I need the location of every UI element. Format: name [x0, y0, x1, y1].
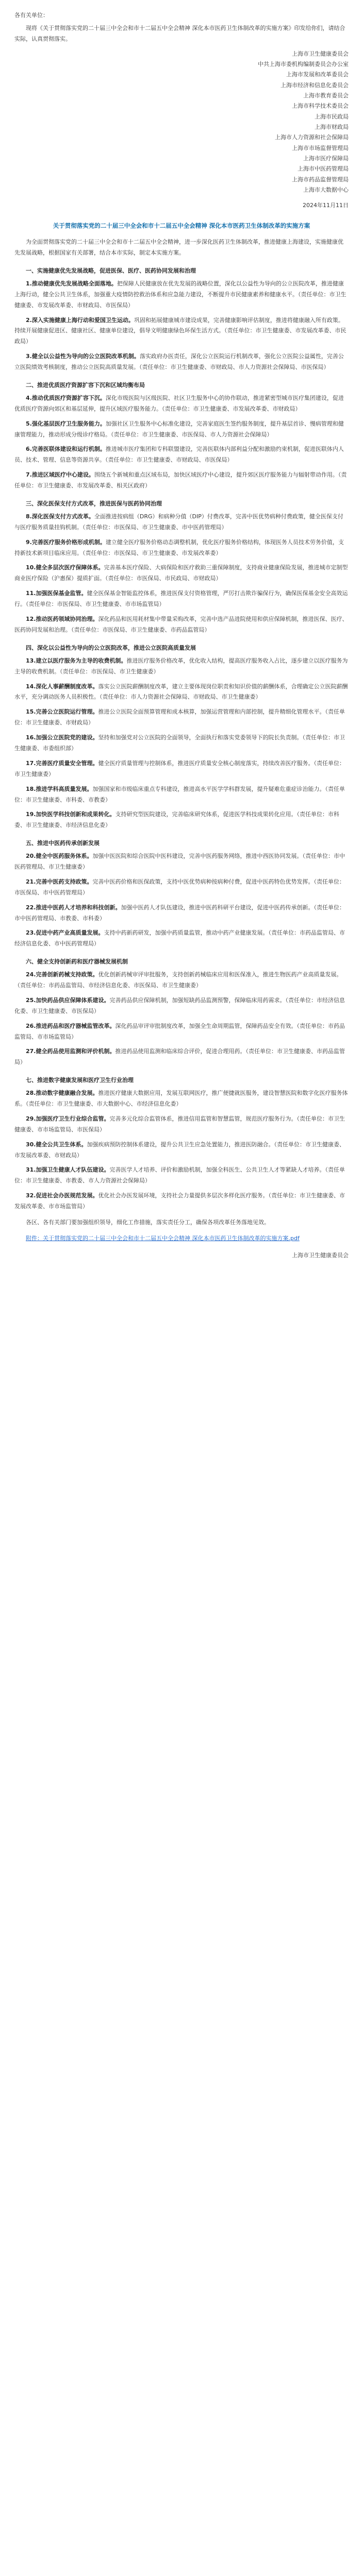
signoff-org: 中共上海市委机构编制委员会办公室: [258, 61, 349, 68]
policy-item: [14, 393, 349, 415]
policy-item-title: 14.深化人事薪酬制度改革。: [26, 683, 98, 690]
policy-item-body: 完善多元化综合监管体系，推进信用监管和智慧监管，规范医疗服务行为。（责任单位：市卫生健康委、市市场监管局、市医保局）: [14, 1115, 345, 1133]
policy-item: [14, 758, 349, 780]
section-heading: 四、深化以公益性为导向的公立医院改革，推进公立医院高质量发展: [26, 644, 196, 651]
policy-item-body: 优化创新药械审评审批服务，支持创新药械临床应用和医保准入，推进生物医药产业高质量发展。（责任单位：市药品监管局、市经济信息化委、市医保局、市卫生健康委）: [14, 971, 342, 989]
policy-item: [14, 279, 349, 311]
policy-item-body: 深化药品审评审批制度改革，加强全生命周期监管，保障药品安全有效。（责任单位：市药品监管局、市市场监管局）: [14, 1022, 345, 1040]
policy-item-title: 6.完善医联体建设和运行机制。: [26, 446, 106, 453]
policy-item-title: 20.健全中医药服务体系。: [26, 853, 93, 860]
policy-item-body: 深化药品和医用耗材集中带量采购改革，完善中选产品进院使用和供应保障机制，推进医保、医疗、医药协同发展和治理。（责任单位：市医保局、市卫生健康委、市药品监管局）: [14, 616, 348, 633]
signoff-org: 上海市卫生健康委员会: [292, 50, 349, 57]
policy-item: [14, 1165, 349, 1187]
policy-item-body: 推进药品使用监测和临床综合评价，促进合理用药。（责任单位：市卫生健康委、市药品监管局）: [14, 1048, 345, 1066]
signoff-org: 上海市中医药管理局: [298, 165, 349, 173]
policy-item-body: 推进医疗服务价格改革，优化收入结构，提高医疗服务收入占比，逐步建立以医疗服务为主导的收费机制。（责任单位：市医保局、市卫生健康委）: [14, 657, 348, 675]
policy-item-title: 26.推进药品和医疗器械监管改革。: [26, 1022, 116, 1029]
policy-item-body: 全面推进按病组（DRG）和病种分值（DIP）付费改革，完善中医优势病种付费政策，健全医保支付与医疗服务质量挂钩机制。（责任单位：市医保局、市卫生健康委、市中医药管理局）: [14, 513, 343, 531]
section-heading: 二、推进优质医疗资源扩容下沉和区域均衡布局: [26, 382, 145, 389]
policy-item-title: 8.深化医保支付方式改革。: [26, 513, 94, 520]
signoff-org: 上海市医疗保障局: [303, 155, 349, 162]
policy-item-title: 9.完善医疗服务价格形成机制。: [26, 538, 106, 546]
signoff-org: 上海市财政局: [315, 124, 349, 131]
policy-item-body: 推进医疗健康大数据应用，发展互联网医疗，推广便捷就医服务，建设智慧医院和数字化医疗服务体系。（责任单位：市卫生健康委、市大数据中心、市经济信息化委）: [14, 1090, 348, 1107]
policy-item-title: 32.促进社会办医规范发展。: [26, 1192, 98, 1199]
signoff-org: 上海市市场监督管理局: [292, 144, 349, 151]
policy-item-title: 31.加强卫生健康人才队伍建设。: [26, 1166, 110, 1174]
policy-item: [14, 1088, 349, 1110]
policy-item: [14, 1021, 349, 1043]
policy-item-body: 加强中医药人才队伍建设，推进中医药科研平台建设，促进中医药传承创新。（责任单位：市中医药管理局、市教委、市科委）: [14, 904, 345, 922]
document-page: [0, 0, 363, 1282]
policy-item-title: 15.完善公立医院运行管理。: [26, 708, 98, 716]
policy-item: [14, 995, 349, 1017]
policy-item-body: 坚持和加强党对公立医院的全面领导，全面执行和落实党委领导下的院长负责制。（责任单位：市卫生健康委、市委组织部）: [14, 734, 345, 752]
policy-item-body: 推进公立医院全面预算管理和成本核算，加强运营管理和内部控制，提升精细化管理水平。（责任单位：市卫生健康委、市财政局）: [14, 708, 345, 726]
policy-item-title: 7.推进区域医疗中心建设。: [26, 471, 94, 479]
policy-item-title: 18.推进学科高质量发展。: [26, 785, 93, 792]
signoff-org: 上海市科学技术委员会: [292, 103, 349, 110]
policy-item-body: 完善药品供应保障机制，加强短缺药品监测预警，保障临床用药需求。（责任单位：市经济信息化委、市卫生健康委、市医保局）: [14, 996, 345, 1014]
section-heading: 三、深化医保支付方式改革，推进医保与医药协同治理: [26, 500, 162, 507]
policy-item: [14, 315, 349, 348]
policy-item: [14, 444, 349, 466]
policy-item-title: 11.加强医保基金监管。: [26, 590, 87, 597]
policy-item: [14, 351, 349, 373]
policy-item-body: 落实政府办医责任，深化公立医院运行机制改革，强化公立医院公益属性，完善公立医院绩效考核制度，推动公立医院高质量发展。（责任单位：市卫生健康委、市财政局、市人力资源社会保障局、市医保局）: [14, 353, 344, 371]
policy-item-title: 17.完善医疗质量安全管理。: [26, 759, 98, 767]
policy-item-body: 加强中医医院和综合医院中医科建设，完善中医药服务网络，推进中西医协同发展。（责任单位：市中医药管理局、市卫生健康委）: [14, 853, 345, 870]
policy-item-body: 落实公立医院薪酬制度改革，建立主要体现岗位职责和知识价值的薪酬体系，合理确定公立医院薪酬水平，充分调动医务人员积极性。（责任单位：市人力资源社会保障局、市财政局、市卫生健康委）: [14, 683, 348, 701]
policy-item: [14, 614, 349, 636]
policy-item-body: 完善医学人才培养、评价和激励机制，加强全科医生、公共卫生人才等紧缺人才培养。（责任单位：市卫生健康委、市教委、市人力资源社会保障局）: [14, 1166, 345, 1184]
policy-item-body: 健全医疗质量管理与控制体系，推进医疗质量安全核心制度落实，持续改善医疗服务。（责任单位：市卫生健康委）: [14, 759, 345, 777]
policy-item: [14, 1140, 349, 1161]
policy-item: [14, 588, 349, 610]
intro-paragraph: 现将《关于贯彻落实党的二十届三中全会和市十二届五中全会精神 深化本市医药卫生体制改革的实施方案》印发给你们，请结合实际，认真贯彻落实。: [14, 24, 345, 42]
policy-item: [14, 877, 349, 899]
policy-item: [14, 656, 349, 677]
signoff-org: 上海市药品监督管理局: [292, 176, 349, 183]
policy-item: [14, 784, 349, 806]
closing-paragraph: 各区、各有关部门要加强组织领导，细化工作措施，落实责任分工，确保各项改革任务落地见效。: [26, 1219, 270, 1226]
policy-item-body: 加强疾病预防控制体系建设，提升公共卫生应急处置能力，推进医防融合。（责任单位：市卫生健康委、市发展改革委、市财政局）: [14, 1141, 345, 1159]
sections-container: [14, 266, 349, 1212]
policy-item-title: 5.强化基层医疗卫生服务能力。: [26, 420, 106, 427]
policy-item: [14, 470, 349, 492]
policy-item-body: 优化社会办医发展环境，支持社会力量提供多层次多样化医疗服务。（责任单位：市卫生健康委、市发展改革委、市市场监管局）: [14, 1192, 345, 1210]
policy-item-title: 10.健全多层次医疗保障体系。: [26, 564, 104, 571]
signoff-org: 上海市经济和信息化委员会: [280, 81, 349, 89]
signoff-org: 上海市发展和改革委员会: [286, 71, 349, 78]
policy-item-title: 29.加强医疗卫生行业综合监管。: [26, 1115, 110, 1122]
signoff-list: [14, 49, 349, 196]
signoff-org: 上海市教育委员会: [303, 92, 349, 99]
policy-item: [14, 970, 349, 991]
policy-item: [14, 1191, 349, 1212]
attachment-link[interactable]: 附件：关于贯彻落实党的二十届三中全会和市十二届五中全会精神 深化本市医药卫生体制改革的实施方案.pdf: [26, 1234, 300, 1242]
policy-item-title: 4.推动优质医疗资源扩容下沉。: [26, 394, 106, 401]
policy-item-title: 22.推进中医药人才培养和科技创新。: [26, 904, 121, 911]
signoff-org: 上海市大数据中心: [303, 187, 349, 194]
policy-item-title: 30.健全公共卫生体系。: [26, 1141, 87, 1148]
issue-date: 2024年11月11日: [303, 202, 349, 209]
section-heading: 六、健全支持创新药和医疗器械发展机制: [26, 958, 128, 965]
policy-item-body: 完善基本医疗保险、大病保险和医疗救助三重保障制度，支持商业健康保险发展，推进城市定制型商业医疗保险（沪惠保）提质扩面。（责任单位：市医保局、市民政局、市财政局）: [14, 564, 348, 582]
policy-item-body: 围绕五个新城和重点区域布局，加快区域医疗中心建设，提升郊区医疗服务能力与辐射带动作用。（责任单位：市卫生健康委、市发展改革委、相关区政府）: [14, 471, 347, 489]
policy-item-body: 支持研究型医院建设，完善临床研究体系，促进医学科技成果转化应用。（责任单位：市科委、市卫生健康委、市经济信息化委）: [14, 811, 339, 829]
policy-item: [14, 809, 349, 831]
policy-item: [14, 928, 349, 950]
policy-item-body: 巩固和拓展健康城市建设成果，完善健康影响评估制度，推进将健康融入所有政策。持续开展健康促进区、健康社区、健康单位建设，倡导文明健康绿色环保生活方式。（责任单位：市卫生健康委、市发展改革委、市民政局）: [14, 316, 346, 345]
policy-item-title: 21.完善中医药支持政策。: [26, 878, 93, 885]
policy-item-title: 3.健全以公益性为导向的公立医院改革机制。: [26, 353, 140, 360]
section-heading: 五、推进中医药传承创新发展: [26, 840, 100, 847]
policy-item: [14, 903, 349, 924]
policy-item-body: 加强国家和市级临床重点专科建设，推进高水平医学学科群发展，提升疑难危重症诊治能力。（责任单位：市卫生健康委、市科委、市教委）: [14, 785, 345, 803]
policy-item-body: 加强社区卫生服务中心标准化建设，完善家庭医生签约服务制度，提升基层首诊、慢病管理和健康管理能力，推动形成分级诊疗格局。（责任单位：市卫生健康委、市医保局、市人力资源社会保障局）: [14, 420, 344, 438]
policy-item-body: 深化市级医院与区级医院、社区卫生服务中心的协作联动，推进紧密型城市医疗集团建设，促进优质医疗资源向郊区和基层延伸，提升区域医疗服务能力。（责任单位：市卫生健康委、市发展改革委、市财政局）: [14, 394, 344, 412]
policy-item-title: 28.推动数字健康融合发展。: [26, 1090, 98, 1097]
preface-paragraph: 为全面贯彻落实党的二十届三中全会和市十二届五中全会精神，进一步深化医药卫生体制改革，推进健康上海建设，实施健康优先发展战略，根据国家有关部署，结合本市实际，制定本实施方案。: [14, 239, 343, 257]
policy-item: [14, 1046, 349, 1068]
policy-item-body: 推进城市医疗集团和专科联盟建设，完善医联体内部利益分配和激励约束机制，促进医联体内人员、技术、管理、信息等资源共享。（责任单位：市卫生健康委、市财政局、市医保局）: [14, 446, 344, 464]
policy-item-body: 把保障人民健康放在优先发展的战略位置，深化以公益性为导向的公立医院改革，推进健康上海行动，健全公共卫生体系，加强重大疫情防控救治体系和应急能力建设，不断提升市民健康素养和健康水平。（责任单位：市卫生健康委、市发展改革委、市财政局、市医保局）: [14, 280, 346, 309]
policy-item-title: 23.促进中药产业高质量发展。: [26, 929, 104, 937]
section-heading: 七、推进数字健康发展和医疗卫生行业治理: [26, 1077, 134, 1084]
policy-item-title: 24.完善创新药械支持政策。: [26, 971, 98, 978]
document-title: 关于贯彻落实党的二十届三中全会和市十二届五中全会精神 深化本市医药卫生体制改革的实施方案: [53, 222, 310, 230]
policy-item: [14, 563, 349, 584]
policy-item-title: 1.推动健康优先发展战略全面落地。: [26, 280, 117, 287]
policy-item: [14, 851, 349, 873]
signoff-org: 上海市人力资源和社会保障局: [275, 134, 349, 141]
policy-item: [14, 537, 349, 559]
policy-item-title: 16.加强公立医院党的建设。: [26, 734, 98, 741]
policy-item-title: 13.建立以医疗服务为主导的收费机制。: [26, 657, 127, 664]
policy-item: [14, 419, 349, 440]
policy-item: [14, 733, 349, 754]
policy-item: [14, 512, 349, 533]
policy-item-body: 支持中药新药研发，加强中药质量监管，推动中药产业健康发展。（责任单位：市药品监管局、市经济信息化委、市中医药管理局）: [14, 929, 345, 947]
policy-item-title: 19.加快医学科技创新和成果转化。: [26, 811, 116, 818]
policy-item: [14, 1114, 349, 1136]
policy-item-title: 12.推动医药领域协同治理。: [26, 616, 98, 623]
section-heading: 一、实施健康优先发展战略，促进医保、医疗、医药协同发展和治理: [26, 267, 196, 274]
policy-item-body: 建立健全医疗服务价格动态调整机制，优化医疗服务价格结构，体现医务人员技术劳务价值，支持新技术新项目临床应用。（责任单位：市医保局、市卫生健康委、市发展改革委）: [14, 538, 344, 556]
policy-item-body: 健全医保基金智能监控体系，推进医保支付资格管理，严厉打击欺诈骗保行为，确保医保基金安全高效运行。（责任单位：市医保局、市卫生健康委、市市场监管局）: [14, 590, 348, 608]
policy-item: [14, 707, 349, 728]
addressee: 各有关单位：: [14, 12, 48, 19]
signoff-org: 上海市民政局: [315, 113, 349, 120]
policy-item-title: 25.加快药品供应保障体系建设。: [26, 996, 110, 1004]
policy-item: [14, 682, 349, 703]
footer-signature: 上海市卫生健康委员会: [292, 1251, 349, 1259]
policy-item-title: 27.健全药品使用监测和评价机制。: [26, 1048, 116, 1055]
policy-item-body: 完善中医药价格和医保政策，支持中医优势病种按病种付费，促进中医药特色优势发挥。（责任单位：市医保局、市中医药管理局）: [14, 878, 345, 896]
policy-item-title: 2.深入实施健康上海行动和爱国卫生运动。: [26, 316, 134, 324]
